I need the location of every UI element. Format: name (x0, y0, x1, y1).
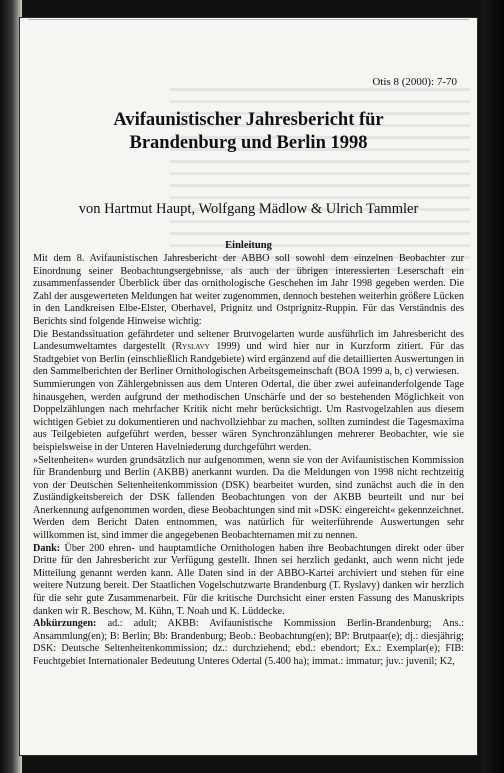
paragraph-breeding (33, 329, 464, 379)
abbreviations-label: Abkürzungen: (33, 618, 97, 630)
thanks-text: Über 200 ehren- und hauptamtliche Ornithologen haben ihre Beobachtungen direkt oder über Dritte für den Jahresbericht zur Verfügung gestellt. Ihnen sei herzlich gedankt, auch wenn nicht jede Mitteilung genannt werden kann. Alle Daten sind in der ABBO-Kartei archiviert und stehen für eine weitere Nutzung bereit. Der Staatlichen Vogelschutzwarte Brandenburg (T. Ryslavy) danken wir herzlich für die sehr gute Zusammenarbeit. Für die kritische Durchsicht einer ersten Fassung des Manuskripts danken wir R. Beschow, M. Kühn, T. Noah und K. Lüddecke. (33, 542, 464, 617)
paragraph-counts: Summierungen von Zählergebnissen aus dem Unteren Odertal, die über zwei aufeinanderfolgende Tage hinausgehen, werden aufgrund der methodischen Unschärfe und der so bestehenden Möglichkeit von Doppelzählungen nach mehrfacher Kritik nicht mehr berücksichtigt. Um Rastvogelzahlen aus diesem wichtigen Gebiet zu dokumentieren und nachvollziehbar zu machen, sollten zumindest die Tagesmaxima aus Teilgebieten aufgeführt werden, besser wären Synchronzählungen mehrerer Beobachter, wie sie beispielsweise in der Unteren Havelniederung durchgeführt werden. (33, 378, 464, 453)
author-line: von Hartmut Haupt, Wolfgang Mädlow & Ulrich Tammler (78, 201, 419, 217)
page-top-rule (28, 19, 469, 20)
body-text (33, 253, 464, 669)
paragraph-intro: Mit dem 8. Avifaunistischen Jahresbericht der ABBO soll sowohl dem einzelnen Beobachter zur Einordnung seiner Beobachtungsergebnisse, als auch der übrigen interessierten Leserschaft ein zusammenfassender Überblick über das ornithologische Geschehen im Jahr 1998 gegeben werden. Die Zahl der ausgewerteten Meldungen hat weiter zugenommen, dennoch bestehen weiterhin größere Lücken in den Landkreisen Elbe-Elster, Oberhavel, Prignitz und Ostprignitz-Ruppin. Für das Verständnis des Berichts sind folgende Hinweise wichtig: (33, 253, 464, 327)
book-spine-shadow (0, 0, 22, 773)
article-title (20, 109, 477, 155)
paragraph-breeding-b: 1999) und wird hier nur in Kurzform zitiert. Für das Stadtgebiet von Berlin (einschließlich Randgebiete) wird ergänzend auf die detaillierten Auswertungen in den Sammelberichten der Berliner Ornithologischen Arbeitsgemeinschaft (BOA 1999 a, b, c) verwiesen. (33, 341, 464, 378)
paragraph-thanks (33, 543, 464, 619)
paragraph-rarities: »Seltenheiten« wurden grundsätzlich nur aufgenommen, wenn sie von der Avifaunistischen Kommission für Brandenburg und Berlin (AKBB) anerkannt wurden. Da die Meldungen von 1998 nicht rechtzeitig von der Deutschen Seltenheitenkommission (DSK) bearbeitet wurden, sind zunächst auch die in den Zuständigkeitsbereich der DSK fallenden Beobachtungen von der AKBB beurteilt und nur bei Anerkennung aufgenommen worden, diese Beobachtungen sind mit »DSK: eingereicht« gekennzeichnet. Werden dem Bericht Daten entnommen, was natürlich für weiterführende Auswertungen sehr willkommen ist, sind immer die angegebenen Beobachternamen mit zu nennen. (33, 454, 464, 542)
abbreviations-text: ad.: adult; AKBB: Avifaunistische Kommission Berlin-Brandenburg; Ans.: Ansammlung(en); B: Berlin; Bb: Brandenburg; Beob.: Beobachtung(en); BP: Brutpaar(e); dj.: diesjährig; DSK: Deutsche Seltenheitenkommission; dz.: durchziehend; ebd.: ebendort; Ex.: Exemplar(e); FIB: Feuchtgebiet Internationaler Bedeutung Unteres Odertal (5.400 ha); immat.: immatur; juv.: juvenil; K2, (33, 618, 464, 667)
title-line-1: Avifaunistischer Jahresbericht für (113, 110, 384, 130)
title-line-2: Brandenburg und Berlin 1998 (129, 133, 368, 153)
thanks-label: Dank: (33, 542, 61, 554)
paragraph-breeding-a: Die Bestandssituation gefährdeter und seltener Brutvogelarten wurde ausführlich im Jahresbericht des Landesumweltamtes dargestellt ( (33, 328, 464, 353)
section-heading: Einleitung (225, 240, 272, 251)
paragraph-abbreviations (33, 618, 464, 668)
page-edge-shadow (482, 0, 504, 773)
citation-author: Ryslavy (175, 341, 210, 353)
document-page (20, 18, 477, 755)
journal-reference: Otis 8 (2000): 7-70 (372, 76, 457, 88)
